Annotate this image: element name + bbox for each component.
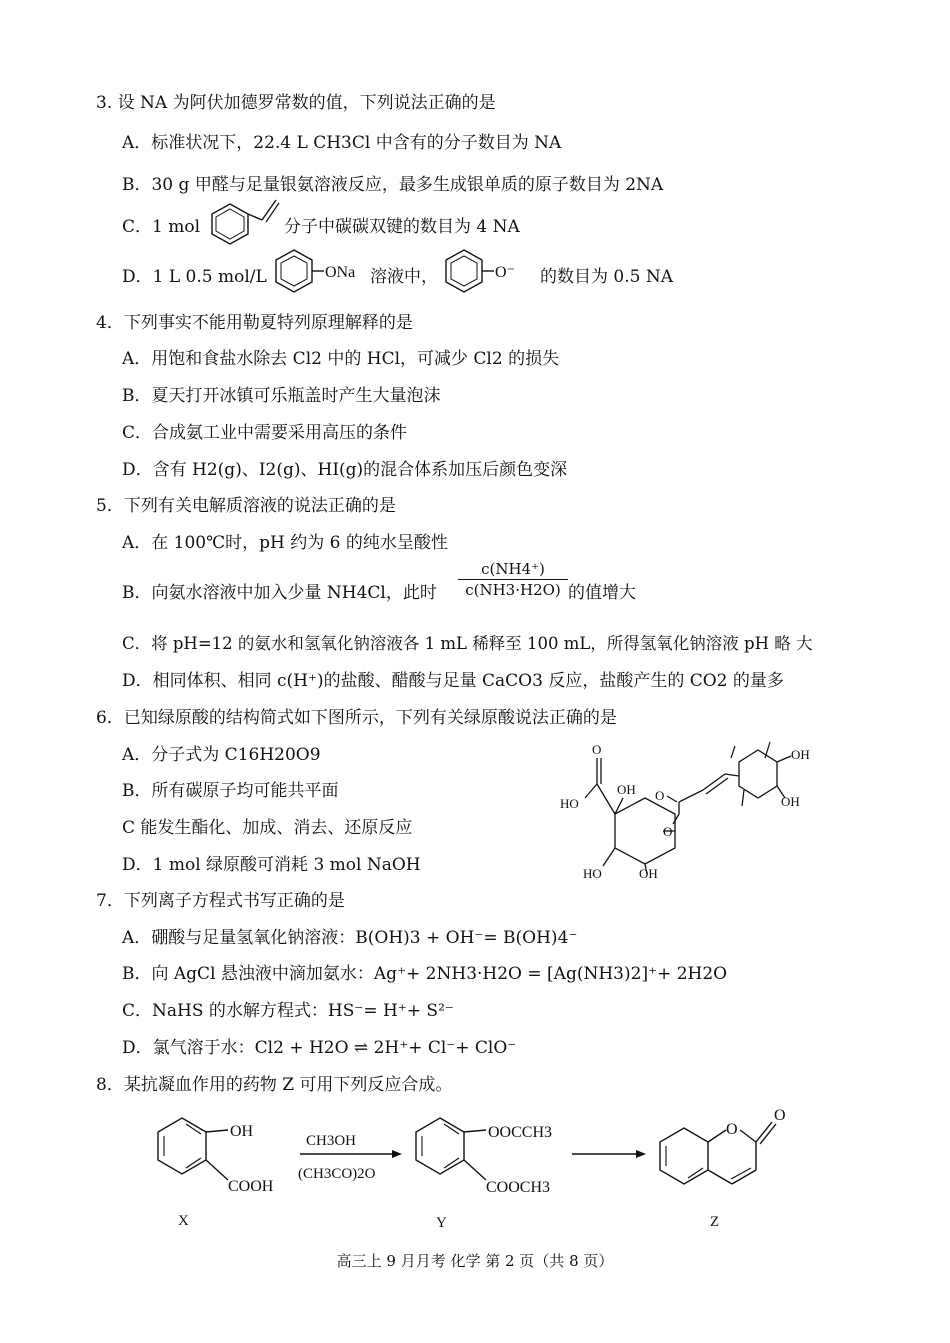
q3-option-d-middle: 溶液中， bbox=[370, 267, 438, 287]
q5-option-b-suffix: 的值增大 bbox=[568, 583, 636, 603]
sodium-phenoxide-structure bbox=[270, 246, 370, 296]
page-footer: 高三上 9 月月考 化学 第 2 页（共 8 页） bbox=[336, 1252, 614, 1270]
q6-option-a: A．分子式为 C16H20O9 bbox=[122, 745, 321, 765]
z-ring-o-label: O bbox=[726, 1121, 738, 1138]
chlorogenic-acid-structure bbox=[555, 728, 825, 888]
x-cooh-label: COOH bbox=[228, 1178, 274, 1195]
synthesis-scheme bbox=[140, 1100, 820, 1240]
q6-option-d: D．1 mol 绿原酸可消耗 3 mol NaOH bbox=[122, 855, 421, 875]
styrene-structure bbox=[204, 198, 284, 246]
fraction-denominator: c(NH3·H2O) bbox=[465, 581, 561, 599]
q7-option-c: C．NaHS 的水解方程式：HS⁻= H⁺+ S²⁻ bbox=[122, 1001, 454, 1021]
phenol-oh-lower-label: OH bbox=[781, 794, 800, 809]
z-carbonyl-o-label: O bbox=[774, 1107, 786, 1124]
ring-oh-bottom-label: OH bbox=[639, 866, 658, 881]
fraction-numerator: c(NH4⁺) bbox=[458, 560, 568, 580]
reagent-methanol: CH3OH bbox=[306, 1133, 357, 1149]
q6-stem: 6．已知绿原酸的结构简式如下图所示，下列有关绿原酸说法正确的是 bbox=[96, 708, 617, 728]
q5-option-c: C．将 pH=12 的氨水和氢氧化钠溶液各 1 mL 稀释至 100 mL，所得氢氧化钠溶液 pH 略 大 bbox=[122, 634, 813, 653]
y-ester-label: OOCCH3 bbox=[488, 1124, 553, 1141]
ring-oh-top-label: OH bbox=[617, 782, 636, 797]
y-methyl-ester-label: COOCH3 bbox=[486, 1179, 551, 1196]
ester-o-label: O bbox=[663, 824, 673, 839]
q4-option-d: D．含有 H2(g)、I2(g)、HI(g)的混合体系加压后颜色变深 bbox=[122, 460, 568, 480]
q6-option-c: C 能发生酯化、加成、消去、还原反应 bbox=[122, 818, 413, 838]
carboxyl-ho-label: HO bbox=[560, 796, 579, 811]
phenol-oh-upper-label: OH bbox=[791, 747, 810, 762]
ona-label: ONa bbox=[325, 264, 356, 281]
o-minus-label: O⁻ bbox=[495, 264, 515, 281]
carboxyl-o-label: O bbox=[592, 742, 602, 757]
compound-z-label: Z bbox=[710, 1214, 720, 1230]
q4-option-a: A．用饱和食盐水除去 Cl2 中的 HCl，可减少 Cl2 的损失 bbox=[122, 349, 560, 369]
q8-stem: 8．某抗凝血作用的药物 Z 可用下列反应合成。 bbox=[96, 1075, 453, 1095]
q3-option-b: B．30 g 甲醛与足量银氨溶液反应，最多生成银单质的原子数目为 2NA bbox=[122, 175, 664, 195]
compound-y-label: Y bbox=[436, 1215, 447, 1231]
q3-stem: 3. 设 NA 为阿伏加德罗常数的值，下列说法正确的是 bbox=[96, 93, 496, 113]
q7-stem: 7．下列离子方程式书写正确的是 bbox=[96, 891, 345, 911]
q4-option-c: C．合成氨工业中需要采用高压的条件 bbox=[122, 423, 408, 443]
q7-option-d: D．氯气溶于水：Cl2 + H2O ⇌ 2H⁺+ Cl⁻+ ClO⁻ bbox=[122, 1038, 517, 1058]
q3-option-a: A．标准状况下，22.4 L CH3Cl 中含有的分子数目为 NA bbox=[122, 133, 562, 153]
q3-option-c-suffix: 分子中碳碳双键的数目为 4 NA bbox=[284, 217, 520, 237]
q7-option-a: A．硼酸与足量氢氧化钠溶液：B(OH)3 + OH⁻= B(OH)4⁻ bbox=[122, 928, 578, 948]
q5-fraction bbox=[458, 560, 568, 599]
compound-x-label: X bbox=[178, 1213, 189, 1229]
x-oh-label: OH bbox=[230, 1123, 254, 1140]
q6-option-b: B．所有碳原子均可能共平面 bbox=[122, 781, 339, 801]
q3-option-d-prefix: D．1 L 0.5 mol/L bbox=[122, 267, 267, 287]
q5-option-d: D．相同体积、相同 c(H⁺)的盐酸、醋酸与足量 CaCO3 反应，盐酸产生的 CO2 的量多 bbox=[122, 671, 784, 691]
q3-option-d-suffix: 的数目为 0.5 NA bbox=[540, 267, 673, 287]
reagent-anhydride: (CH3CO)2O bbox=[298, 1166, 376, 1182]
q3-option-c-prefix: C．1 mol bbox=[122, 217, 201, 237]
q5-option-b-prefix: B．向氨水溶液中加入少量 NH4Cl，此时 bbox=[122, 583, 437, 603]
q4-stem: 4．下列事实不能用勒夏特列原理解释的是 bbox=[96, 313, 413, 333]
carbonyl-o-label: O bbox=[655, 788, 665, 803]
q5-stem: 5．下列有关电解质溶液的说法正确的是 bbox=[96, 496, 396, 516]
phenoxide-ion-structure bbox=[440, 246, 536, 296]
ring-ho-bottom-label: HO bbox=[583, 866, 602, 881]
q4-option-b: B．夏天打开冰镇可乐瓶盖时产生大量泡沫 bbox=[122, 386, 441, 406]
q7-option-b: B．向 AgCl 悬浊液中滴加氨水：Ag⁺+ 2NH3·H2O = [Ag(NH3)2]⁺+ 2H2O bbox=[122, 964, 728, 984]
q5-option-a: A．在 100℃时，pH 约为 6 的纯水呈酸性 bbox=[122, 533, 448, 553]
